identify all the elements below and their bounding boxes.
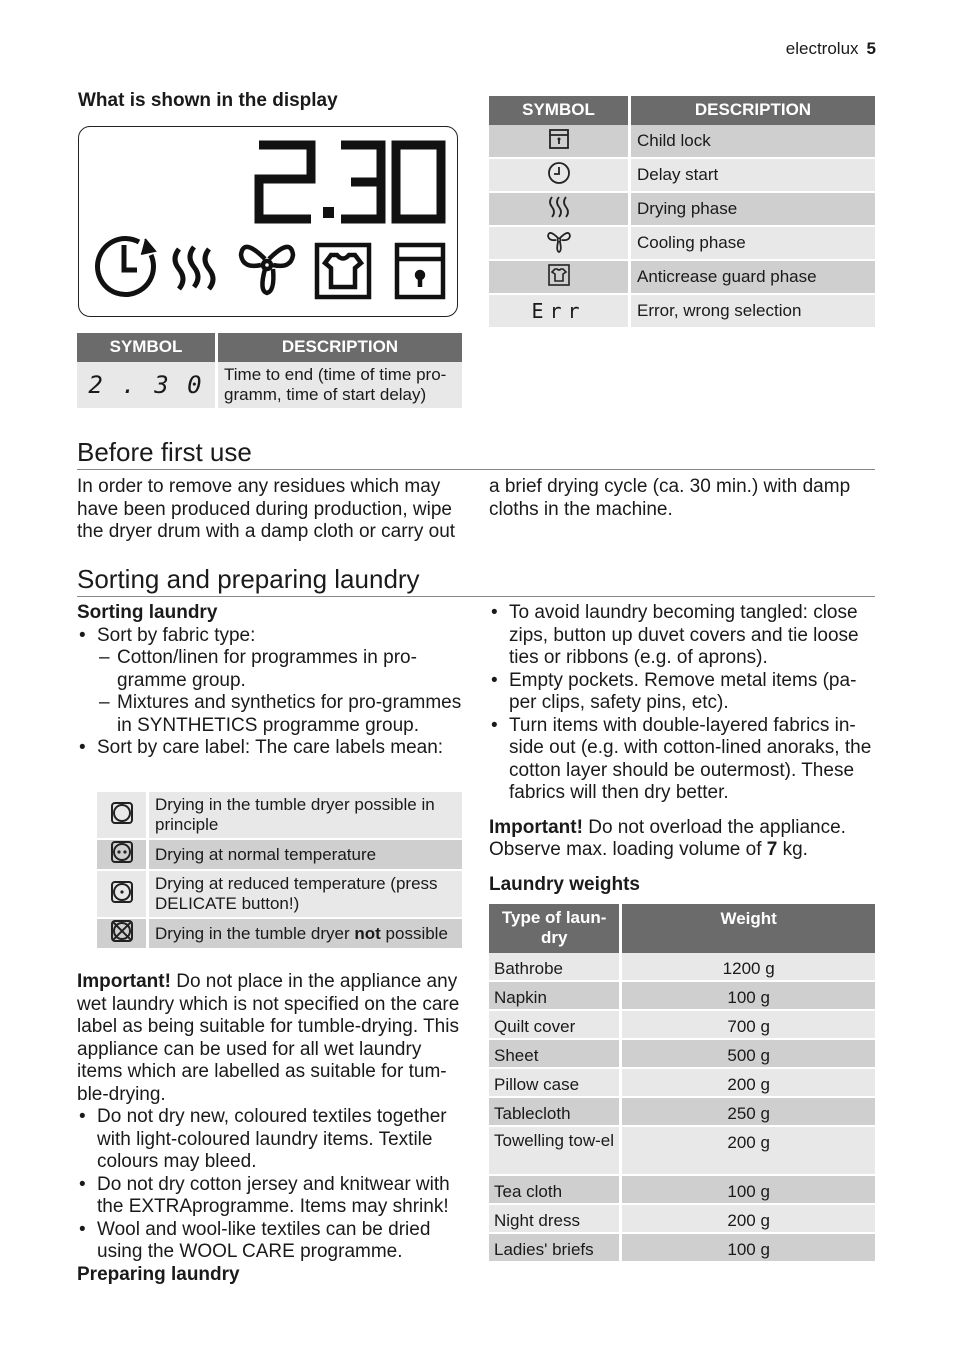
list-item: • Sort by care label: The care labels mean: — [77, 737, 465, 760]
preparing-title: Preparing laundry — [77, 1263, 240, 1285]
table-row — [489, 1040, 875, 1069]
preparing-list — [489, 602, 877, 805]
before-first-use-text-1: In order to remove any residues which may have been produced during production, wipe the dryer drum with a damp cloth or carry out — [77, 476, 456, 542]
table-row — [489, 953, 875, 982]
laundry-weight: 200 g — [622, 1127, 875, 1176]
laundry-weights-table — [489, 904, 875, 1263]
table-row — [489, 1098, 875, 1127]
heat-waves-icon — [547, 195, 571, 219]
list-item: • Do not dry cotton jersey and knitwear with the EXTRAprogramme. Items may shrink! — [77, 1174, 467, 1219]
laundry-type: Sheet — [489, 1040, 622, 1069]
laundry-weight: 250 g — [622, 1098, 875, 1127]
table-row — [489, 1176, 875, 1205]
table-row — [97, 792, 462, 840]
symbol-description: Delay start — [631, 159, 875, 193]
care-label-text: Drying in the tumble dryer not possible — [149, 919, 462, 950]
laundry-type: Quilt cover — [489, 1011, 622, 1040]
care-label-text: Drying at normal temperature — [149, 840, 462, 871]
err-icon: Err — [489, 295, 631, 329]
table-row — [489, 227, 875, 261]
col-header-weight: Weight — [622, 904, 875, 953]
sorting-left-lower — [77, 971, 467, 1286]
list-item: • Sort by fabric type: – Cotton/linen for programmes in pro-gramme group. – Mixtures and synthetics for pro-grammes in SYNTHETICS programme group. — [77, 625, 465, 738]
laundry-weight: 700 g — [622, 1011, 875, 1040]
time-description: Time to end (time of time pro-gramm, time of start delay) — [218, 362, 462, 410]
table-row — [489, 982, 875, 1011]
laundry-weight: 1200 g — [622, 953, 875, 982]
time-symbol-table — [77, 333, 462, 410]
laundry-type: Tablecloth — [489, 1098, 622, 1127]
symbol-description: Error, wrong selection — [631, 295, 875, 329]
clock-icon — [547, 161, 571, 185]
col-header-type: Type of laun-dry — [489, 904, 622, 953]
symbol-description: Drying phase — [631, 193, 875, 227]
laundry-weight: 200 g — [622, 1205, 875, 1234]
time-symbol: 2 . 3 0 — [77, 362, 218, 410]
table-row — [489, 1205, 875, 1234]
laundry-type: Night dress — [489, 1205, 622, 1234]
list-item: • Turn items with double-layered fabrics in-side out (e.g. with cotton-lined anoraks, the cotton layer should be outermost). These fabrics will then dry better. — [489, 715, 877, 805]
section-title-sorting: Sorting and preparing laundry — [77, 564, 420, 594]
sorting-subtitle: Sorting laundry — [77, 602, 218, 623]
display-section-title: What is shown in the display — [78, 90, 338, 111]
laundry-type: Towelling tow-el — [489, 1127, 622, 1176]
child-lock-icon — [548, 128, 570, 150]
col-header-symbol: SYMBOL — [489, 96, 631, 125]
laundry-type: Napkin — [489, 982, 622, 1011]
list-item: • Do not dry new, coloured textiles together with light-coloured laundry items. Textile colours may bleed. — [77, 1106, 467, 1174]
table-row — [489, 125, 875, 159]
laundry-type: Tea cloth — [489, 1176, 622, 1205]
shirt-icon — [548, 264, 570, 286]
table-row — [489, 1127, 875, 1176]
laundry-type: Ladies' briefs — [489, 1234, 622, 1263]
important-note: Important! Do not place in the appliance any wet laundry which is not specified on the care label as being suitable for tumble-drying. This appliance can be used for all wet laundry items which are labelled as suitable for tum-ble-drying. — [77, 971, 460, 1105]
col-header-description: DESCRIPTION — [218, 333, 462, 362]
tumble-dry-reduced-icon — [110, 880, 134, 904]
symbol-description: Child lock — [631, 125, 875, 159]
brand-name: electrolux — [785, 39, 859, 58]
table-row — [489, 1234, 875, 1263]
section-divider — [77, 596, 875, 597]
display-illustration — [78, 126, 458, 317]
fan-icon — [547, 229, 571, 253]
tumble-dry-normal-icon — [110, 840, 134, 864]
display-digits-graphic — [79, 127, 459, 318]
table-row — [489, 261, 875, 295]
list-item: • Empty pockets. Remove metal items (pa-per clips, safety pins, etc). — [489, 670, 877, 715]
table-row — [77, 362, 462, 410]
laundry-type: Pillow case — [489, 1069, 622, 1098]
symbol-description: Cooling phase — [631, 227, 875, 261]
table-row — [489, 193, 875, 227]
before-first-use-text-2: a brief drying cycle (ca. 30 min.) with damp cloths in the machine. — [489, 476, 851, 520]
col-header-symbol: SYMBOL — [77, 333, 218, 362]
section-divider — [77, 469, 875, 470]
laundry-type: Bathrobe — [489, 953, 622, 982]
symbol-description: Anticrease guard phase — [631, 261, 875, 295]
laundry-weight: 100 g — [622, 1234, 875, 1263]
table-row — [97, 871, 462, 919]
laundry-weight: 100 g — [622, 982, 875, 1011]
care-label-text: Drying in the tumble dryer possible in principle — [149, 792, 462, 840]
laundry-weight: 100 g — [622, 1176, 875, 1205]
important-note: Important! Do not overload the appliance. Observe max. loading volume of 7 kg. — [489, 816, 846, 860]
sort-list — [77, 625, 465, 760]
list-item: • Wool and wool-like textiles can be dried using the WOOL CARE programme. — [77, 1219, 467, 1264]
page-number: 5 — [866, 39, 876, 58]
symbol-table — [489, 96, 875, 329]
laundry-weights-title: Laundry weights — [489, 873, 640, 895]
col-header-description: DESCRIPTION — [631, 96, 875, 125]
laundry-weight: 200 g — [622, 1069, 875, 1098]
laundry-weight: 500 g — [622, 1040, 875, 1069]
table-row — [489, 295, 875, 329]
sorting-left-column — [77, 602, 465, 760]
page-header — [786, 38, 876, 61]
table-row — [97, 840, 462, 871]
table-row — [489, 1069, 875, 1098]
no-tumble-dry-icon — [110, 919, 134, 943]
section-title-before-first-use: Before first use — [77, 437, 252, 467]
list-item: – Mixtures and synthetics for pro-grammes in SYNTHETICS programme group. — [97, 692, 465, 737]
care-label-table — [97, 792, 462, 950]
table-row — [97, 919, 462, 950]
sorting-right-column — [489, 602, 877, 896]
care-label-text: Drying at reduced temperature (press DELICATE button!) — [149, 871, 462, 919]
table-row — [489, 1011, 875, 1040]
list-item: – Cotton/linen for programmes in pro-gramme group. — [97, 647, 465, 692]
tumble-dry-icon — [110, 801, 134, 825]
list-item: • To avoid laundry becoming tangled: close zips, button up duvet covers and tie loose ties or ribbons (e.g. of aprons). — [489, 602, 877, 670]
warning-list — [77, 1106, 467, 1264]
table-row — [489, 159, 875, 193]
